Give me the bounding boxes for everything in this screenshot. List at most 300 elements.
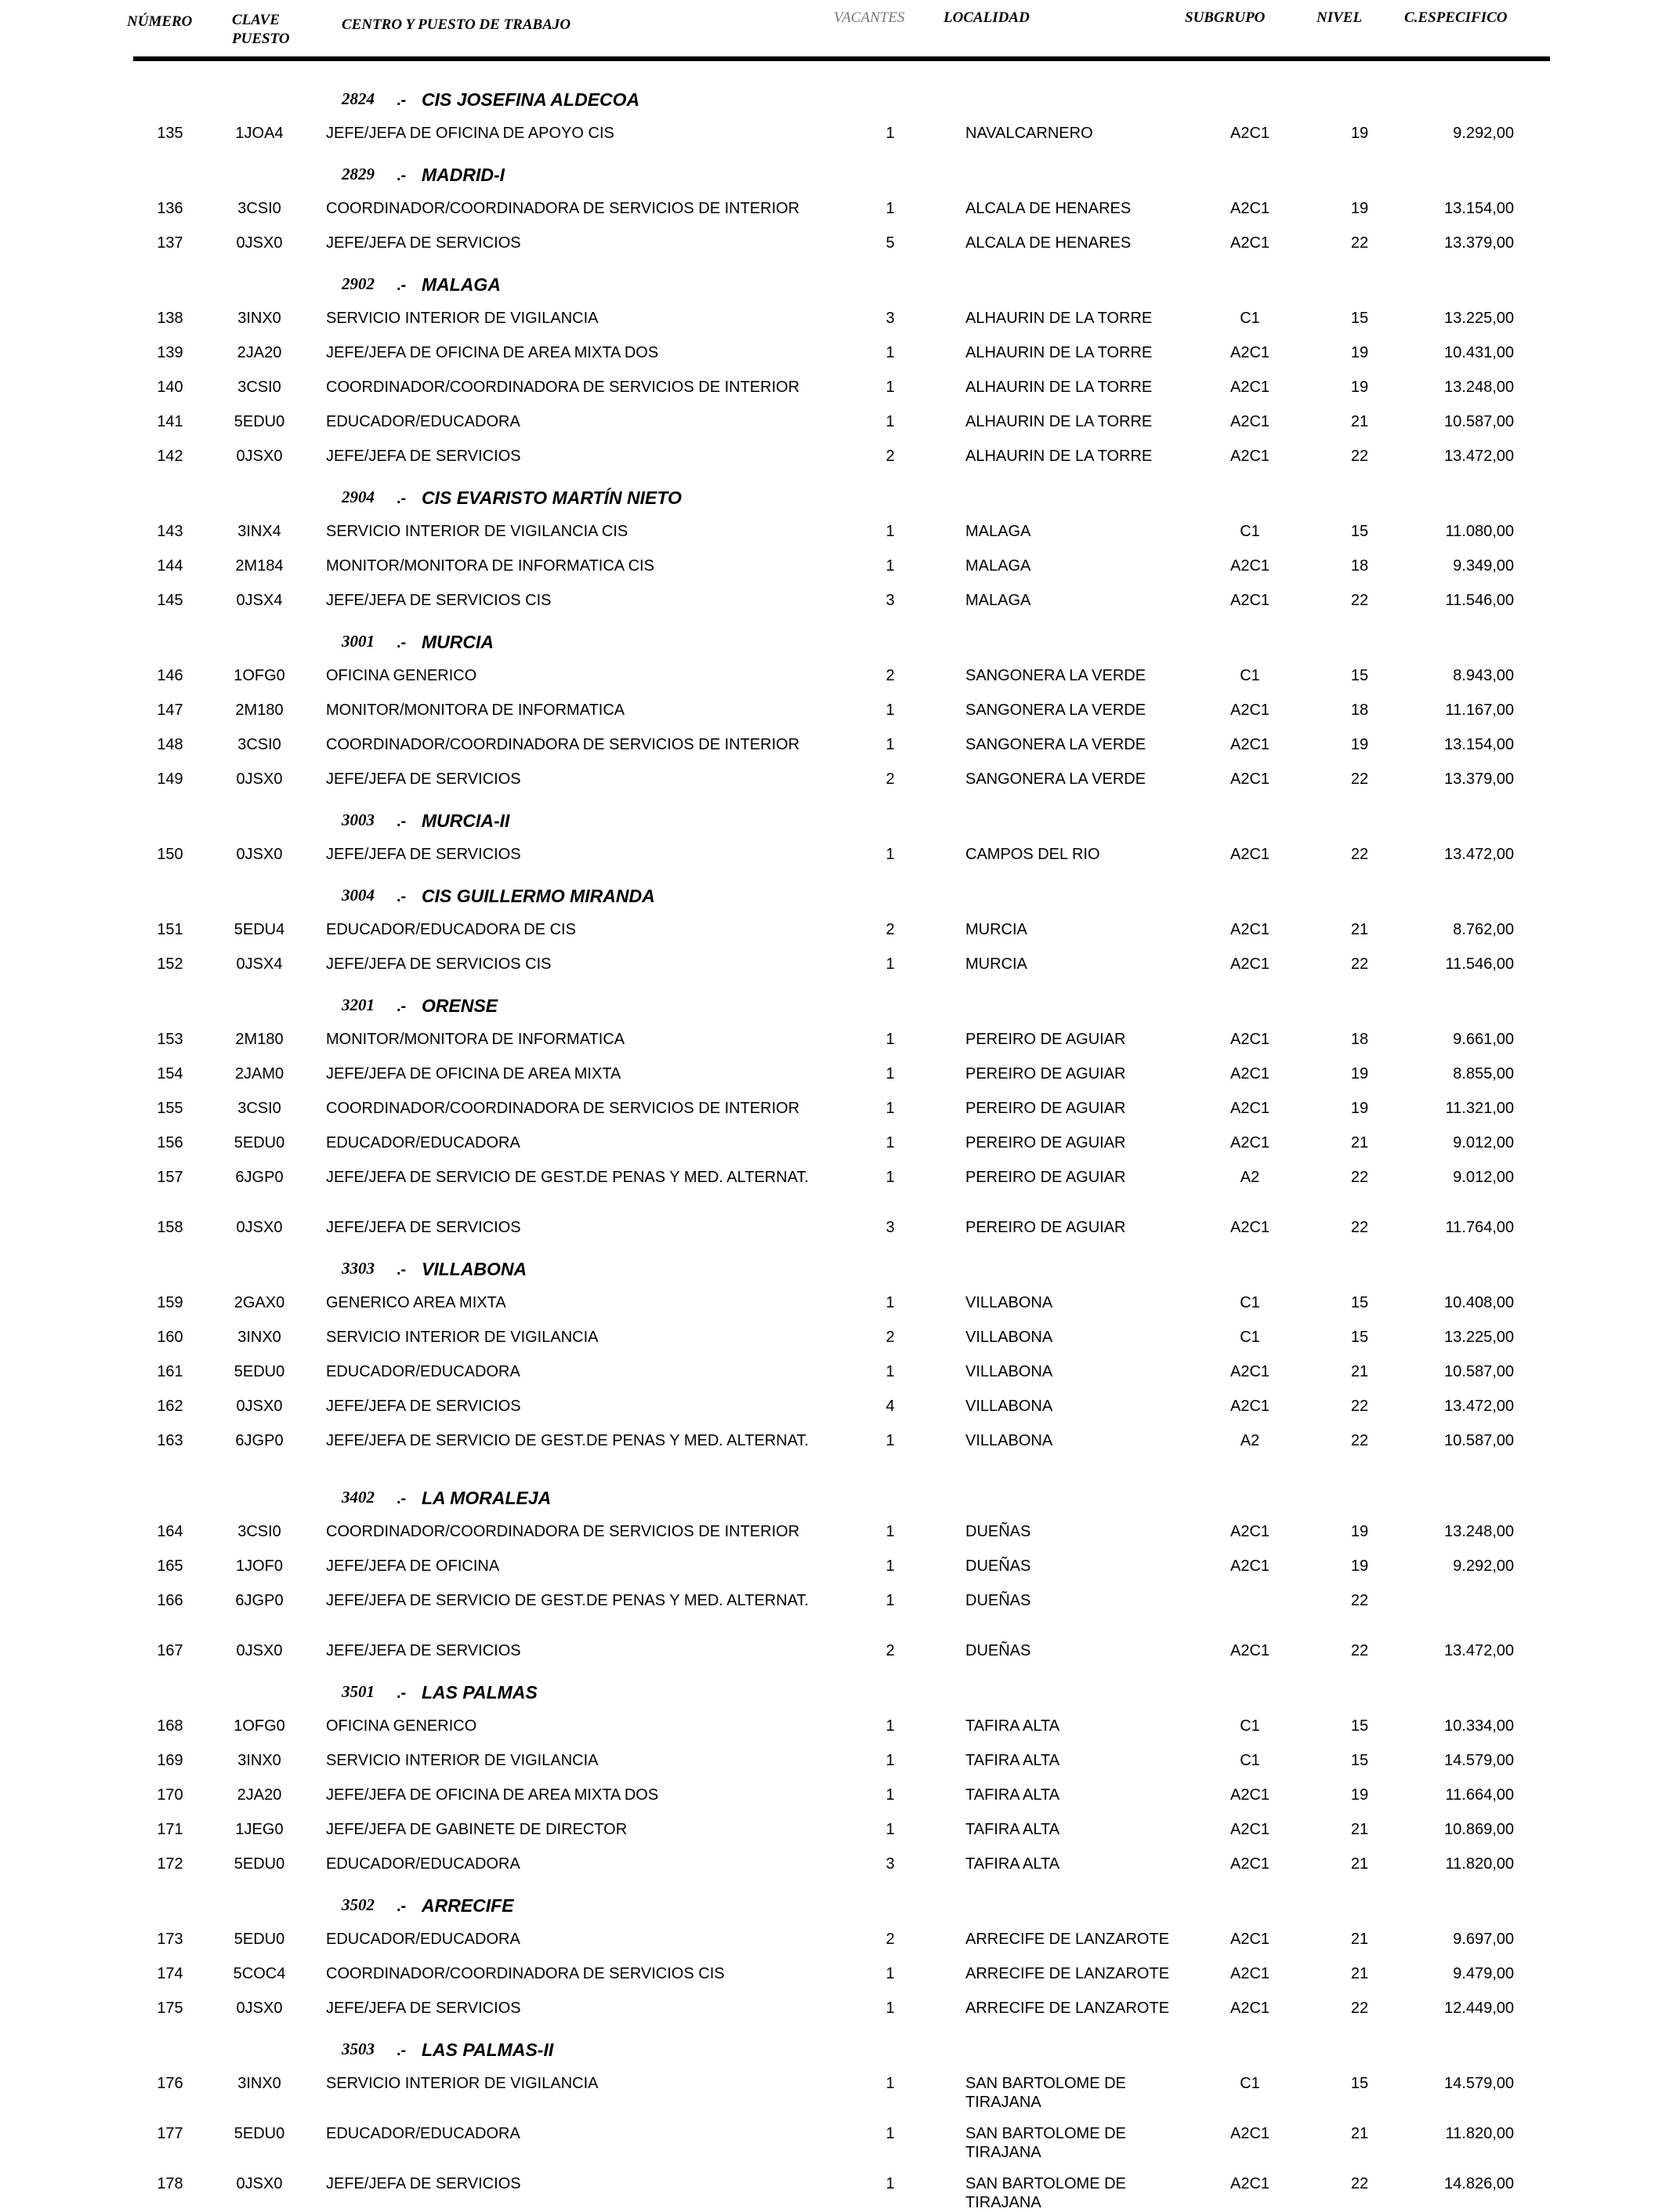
row-vacantes: 1 xyxy=(886,125,895,142)
row-numero: 146 xyxy=(157,667,183,684)
row-puesto: EDUCADOR/EDUCADORA xyxy=(326,1855,520,1873)
row-clave: 0JSX0 xyxy=(236,1398,283,1415)
header-clave-line2: PUESTO xyxy=(232,31,290,47)
row-vacantes: 2 xyxy=(886,1931,895,1948)
row-puesto: JEFE/JEFA DE OFICINA DE AREA MIXTA DOS xyxy=(326,344,659,361)
row-nivel: 22 xyxy=(1350,1642,1369,1659)
row-subgrupo: C1 xyxy=(1240,1717,1260,1735)
row-clave: 3INX4 xyxy=(237,523,281,540)
row-localidad: PEREIRO DE AGUIAR xyxy=(965,1134,1126,1151)
row-clave: 2JA20 xyxy=(237,1786,282,1804)
row-puesto: JEFE/JEFA DE SERVICIOS xyxy=(326,234,521,252)
row-clave: 0JSX0 xyxy=(236,2175,283,2192)
row-vacantes: 1 xyxy=(886,1432,895,1449)
row-c-especifico: 10.334,00 xyxy=(1444,1717,1514,1735)
section-separator: .- xyxy=(397,1898,407,1915)
row-numero: 173 xyxy=(157,1931,183,1948)
row-localidad: PEREIRO DE AGUIAR xyxy=(965,1031,1126,1048)
row-vacantes: 1 xyxy=(886,2000,895,2017)
row-c-especifico: 8.855,00 xyxy=(1453,1065,1514,1082)
row-clave: 5EDU4 xyxy=(234,921,285,938)
row-subgrupo: A2C1 xyxy=(1230,2175,1270,2192)
section-code: 2824 xyxy=(342,89,375,108)
row-nivel: 19 xyxy=(1350,125,1369,142)
header-subgrupo: SUBGRUPO xyxy=(1185,9,1266,26)
row-localidad: TAFIRA ALTA xyxy=(965,1855,1060,1873)
row-nivel: 18 xyxy=(1350,557,1369,575)
row-vacantes: 1 xyxy=(886,1786,895,1804)
row-vacantes: 1 xyxy=(886,2075,895,2092)
row-subgrupo: A2C1 xyxy=(1230,1363,1270,1380)
row-puesto: MONITOR/MONITORA DE INFORMATICA CIS xyxy=(326,557,654,575)
row-puesto: COORDINADOR/COORDINADORA DE SERVICIOS CIS xyxy=(326,1965,725,1982)
header-numero: NÚMERO xyxy=(127,13,193,30)
row-puesto: SERVICIO INTERIOR DE VIGILANCIA xyxy=(326,2075,599,2092)
row-vacantes: 2 xyxy=(886,1329,895,1346)
row-localidad: SAN BARTOLOME DE TIRAJANA xyxy=(965,2075,1126,2111)
row-c-especifico: 13.472,00 xyxy=(1444,448,1514,465)
row-vacantes: 5 xyxy=(886,234,895,252)
row-clave: 2JA20 xyxy=(237,344,282,361)
row-numero: 150 xyxy=(157,846,183,863)
row-nivel: 22 xyxy=(1350,592,1369,609)
section-code: 3003 xyxy=(342,810,375,829)
section-title: LAS PALMAS-II xyxy=(422,2040,554,2060)
section-separator: .- xyxy=(397,1261,407,1278)
row-localidad: DUEÑAS xyxy=(965,1557,1031,1575)
row-localidad: TAFIRA ALTA xyxy=(965,1786,1060,1804)
row-subgrupo: C1 xyxy=(1240,1294,1260,1311)
row-nivel: 22 xyxy=(1350,1592,1369,1609)
section-code: 3201 xyxy=(342,995,375,1014)
row-numero: 175 xyxy=(157,2000,183,2017)
row-c-especifico: 11.664,00 xyxy=(1445,1786,1514,1804)
row-localidad: ALCALA DE HENARES xyxy=(965,200,1132,217)
section-title: ARRECIFE xyxy=(422,1895,514,1916)
row-localidad: ALHAURIN DE LA TORRE xyxy=(965,379,1153,396)
row-c-especifico: 13.154,00 xyxy=(1444,736,1514,753)
row-nivel: 15 xyxy=(1350,667,1369,684)
header-localidad: LOCALIDAD xyxy=(943,9,1030,26)
row-vacantes: 1 xyxy=(886,2175,895,2192)
row-subgrupo: A2C1 xyxy=(1230,448,1270,465)
row-clave: 0JSX4 xyxy=(236,956,283,973)
row-clave: 0JSX0 xyxy=(236,1219,283,1236)
row-clave: 6JGP0 xyxy=(235,1592,284,1609)
row-puesto: JEFE/JEFA DE OFICINA xyxy=(326,1557,500,1575)
row-localidad: ALCALA DE HENARES xyxy=(965,234,1132,252)
row-subgrupo: A2C1 xyxy=(1230,736,1270,753)
row-vacantes: 2 xyxy=(886,771,895,788)
row-clave: 3CSI0 xyxy=(237,379,281,396)
row-nivel: 19 xyxy=(1350,200,1369,217)
row-subgrupo: A2C1 xyxy=(1230,557,1270,575)
row-vacantes: 1 xyxy=(886,1169,895,1186)
row-puesto: EDUCADOR/EDUCADORA xyxy=(326,2125,520,2142)
row-vacantes: 1 xyxy=(886,1965,895,1982)
row-localidad: PEREIRO DE AGUIAR xyxy=(965,1219,1126,1236)
section-code: 3004 xyxy=(342,886,375,905)
row-c-especifico: 9.012,00 xyxy=(1453,1134,1514,1151)
row-localidad: MALAGA xyxy=(965,557,1031,575)
header-centro: CENTRO Y PUESTO DE TRABAJO xyxy=(342,16,571,33)
row-numero: 155 xyxy=(157,1100,183,1117)
section-code: 2904 xyxy=(342,488,375,506)
row-nivel: 18 xyxy=(1350,1031,1369,1048)
row-subgrupo: C1 xyxy=(1240,310,1260,327)
row-vacantes: 1 xyxy=(886,344,895,361)
row-c-especifico: 13.472,00 xyxy=(1444,1398,1514,1415)
row-puesto: COORDINADOR/COORDINADORA DE SERVICIOS DE INTERIOR xyxy=(326,1100,800,1117)
row-subgrupo: A2C1 xyxy=(1230,956,1270,973)
row-numero: 140 xyxy=(157,379,183,396)
row-c-especifico: 11.764,00 xyxy=(1445,1219,1514,1236)
row-c-especifico: 13.472,00 xyxy=(1444,1642,1514,1659)
row-nivel: 15 xyxy=(1350,1717,1369,1735)
row-localidad: PEREIRO DE AGUIAR xyxy=(965,1169,1126,1186)
row-subgrupo: A2C1 xyxy=(1230,1523,1270,1540)
row-puesto: MONITOR/MONITORA DE INFORMATICA xyxy=(326,1031,625,1048)
row-puesto: JEFE/JEFA DE OFICINA DE APOYO CIS xyxy=(326,125,614,142)
row-localidad: VILLABONA xyxy=(965,1363,1053,1380)
row-vacantes: 1 xyxy=(886,200,895,217)
row-vacantes: 3 xyxy=(886,310,895,327)
row-clave: 3CSI0 xyxy=(237,200,281,217)
row-numero: 138 xyxy=(157,310,183,327)
row-numero: 148 xyxy=(157,736,183,753)
row-c-especifico: 10.587,00 xyxy=(1444,1432,1514,1449)
row-vacantes: 1 xyxy=(886,413,895,430)
row-clave: 3CSI0 xyxy=(237,1523,281,1540)
row-nivel: 21 xyxy=(1350,1821,1369,1838)
row-numero: 151 xyxy=(157,921,183,938)
row-localidad: ALHAURIN DE LA TORRE xyxy=(965,413,1153,430)
row-localidad: ARRECIFE DE LANZAROTE xyxy=(965,1965,1170,1982)
section-title: CIS JOSEFINA ALDECOA xyxy=(422,89,640,110)
row-localidad: SAN BARTOLOME DE TIRAJANA xyxy=(965,2125,1126,2161)
row-nivel: 15 xyxy=(1350,1294,1369,1311)
row-numero: 161 xyxy=(157,1363,183,1380)
row-puesto: JEFE/JEFA DE OFICINA DE AREA MIXTA DOS xyxy=(326,1786,659,1804)
section-title: CIS EVARISTO MARTÍN NIETO xyxy=(422,488,682,508)
row-nivel: 21 xyxy=(1350,1363,1369,1380)
row-numero: 176 xyxy=(157,2075,183,2092)
row-c-especifico: 13.379,00 xyxy=(1444,234,1514,252)
row-c-especifico: 14.579,00 xyxy=(1444,1752,1514,1769)
row-localidad: SANGONERA LA VERDE xyxy=(965,667,1146,684)
row-localidad: PEREIRO DE AGUIAR xyxy=(965,1100,1126,1117)
section-title: MURCIA-II xyxy=(422,810,510,831)
row-clave: 2JAM0 xyxy=(234,1065,284,1082)
row-c-especifico: 11.167,00 xyxy=(1445,702,1514,719)
section-code: 3303 xyxy=(342,1259,375,1278)
row-nivel: 22 xyxy=(1350,234,1369,252)
row-localidad: VILLABONA xyxy=(965,1432,1053,1449)
section-separator: .- xyxy=(397,490,407,507)
row-numero: 162 xyxy=(157,1398,183,1415)
row-vacantes: 1 xyxy=(886,2125,895,2142)
row-puesto: SERVICIO INTERIOR DE VIGILANCIA xyxy=(326,310,599,327)
row-subgrupo: A2C1 xyxy=(1230,125,1270,142)
row-clave: 5EDU0 xyxy=(234,1134,285,1151)
row-nivel: 22 xyxy=(1350,1169,1369,1186)
row-subgrupo: C1 xyxy=(1240,1752,1260,1769)
row-clave: 0JSX0 xyxy=(236,2000,283,2017)
row-nivel: 22 xyxy=(1350,448,1369,465)
row-c-especifico: 10.587,00 xyxy=(1444,413,1514,430)
row-vacantes: 1 xyxy=(886,1031,895,1048)
row-c-especifico: 8.762,00 xyxy=(1453,921,1514,938)
row-numero: 178 xyxy=(157,2175,183,2192)
row-clave: 3INX0 xyxy=(237,1752,281,1769)
row-puesto: MONITOR/MONITORA DE INFORMATICA xyxy=(326,702,625,719)
row-numero: 142 xyxy=(157,448,183,465)
row-c-especifico: 9.292,00 xyxy=(1453,125,1514,142)
row-subgrupo: A2C1 xyxy=(1230,702,1270,719)
row-nivel: 21 xyxy=(1350,413,1369,430)
row-vacantes: 2 xyxy=(886,1642,895,1659)
row-puesto: JEFE/JEFA DE SERVICIOS xyxy=(326,2175,521,2192)
row-clave: 3INX0 xyxy=(237,1329,281,1346)
row-localidad: TAFIRA ALTA xyxy=(965,1752,1060,1769)
row-subgrupo: A2 xyxy=(1240,1169,1260,1186)
row-localidad: VILLABONA xyxy=(965,1294,1053,1311)
row-puesto: JEFE/JEFA DE OFICINA DE AREA MIXTA xyxy=(326,1065,621,1082)
row-clave: 6JGP0 xyxy=(235,1432,284,1449)
row-puesto: EDUCADOR/EDUCADORA xyxy=(326,1363,520,1380)
section-separator: .- xyxy=(397,813,407,830)
row-numero: 166 xyxy=(157,1592,183,1609)
header-c-especifico: C.ESPECIFICO xyxy=(1404,9,1508,26)
row-localidad: VILLABONA xyxy=(965,1398,1053,1415)
row-nivel: 21 xyxy=(1350,1965,1369,1982)
row-vacantes: 1 xyxy=(886,1592,895,1609)
row-c-especifico: 9.479,00 xyxy=(1453,1965,1514,1982)
row-subgrupo: A2C1 xyxy=(1230,413,1270,430)
row-numero: 169 xyxy=(157,1752,183,1769)
row-subgrupo: C1 xyxy=(1240,2075,1260,2092)
row-puesto: JEFE/JEFA DE SERVICIOS xyxy=(326,771,521,788)
row-puesto: OFICINA GENERICO xyxy=(326,667,477,684)
row-puesto: SERVICIO INTERIOR DE VIGILANCIA CIS xyxy=(326,523,628,540)
row-c-especifico: 14.826,00 xyxy=(1444,2175,1514,2192)
row-nivel: 19 xyxy=(1350,1523,1369,1540)
row-nivel: 19 xyxy=(1350,1100,1369,1117)
row-clave: 5EDU0 xyxy=(234,1363,285,1380)
row-nivel: 22 xyxy=(1350,846,1369,863)
row-c-especifico: 9.012,00 xyxy=(1453,1169,1514,1186)
row-subgrupo: A2C1 xyxy=(1230,1031,1270,1048)
row-subgrupo: A2 xyxy=(1240,1432,1260,1449)
row-vacantes: 1 xyxy=(886,1717,895,1735)
row-numero: 157 xyxy=(157,1169,183,1186)
row-puesto: JEFE/JEFA DE SERVICIOS xyxy=(326,2000,521,2017)
row-puesto: JEFE/JEFA DE SERVICIOS xyxy=(326,1642,521,1659)
row-vacantes: 1 xyxy=(886,702,895,719)
section-separator: .- xyxy=(397,92,407,109)
row-nivel: 21 xyxy=(1350,1855,1369,1873)
row-puesto: JEFE/JEFA DE SERVICIO DE GEST.DE PENAS Y MED. ALTERNAT. xyxy=(326,1432,809,1449)
section-title: MURCIA xyxy=(422,632,494,652)
row-numero: 164 xyxy=(157,1523,183,1540)
section-code: 3503 xyxy=(342,2040,375,2058)
row-subgrupo: A2C1 xyxy=(1230,1134,1270,1151)
row-localidad: MURCIA xyxy=(965,956,1027,973)
row-clave: 5EDU0 xyxy=(234,1855,285,1873)
row-localidad: SANGONERA LA VERDE xyxy=(965,771,1146,788)
section-title: MADRID-I xyxy=(422,165,505,185)
row-clave: 0JSX0 xyxy=(236,1642,283,1659)
row-c-especifico: 10.587,00 xyxy=(1444,1363,1514,1380)
row-vacantes: 1 xyxy=(886,1752,895,1769)
row-vacantes: 1 xyxy=(886,1821,895,1838)
section-code: 2902 xyxy=(342,274,375,293)
row-c-especifico: 10.869,00 xyxy=(1444,1821,1514,1838)
row-numero: 171 xyxy=(157,1821,183,1838)
row-numero: 165 xyxy=(157,1557,183,1575)
section-code: 3402 xyxy=(342,1488,375,1507)
row-clave: 5COC4 xyxy=(233,1965,286,1982)
row-nivel: 21 xyxy=(1350,1931,1369,1948)
row-subgrupo: A2C1 xyxy=(1230,1100,1270,1117)
row-clave: 5EDU0 xyxy=(234,413,285,430)
row-localidad: NAVALCARNERO xyxy=(965,125,1093,142)
row-vacantes: 2 xyxy=(886,667,895,684)
row-vacantes: 2 xyxy=(886,448,895,465)
row-nivel: 22 xyxy=(1350,2175,1369,2192)
row-vacantes: 1 xyxy=(886,523,895,540)
row-vacantes: 1 xyxy=(886,1065,895,1082)
row-numero: 145 xyxy=(157,592,183,609)
row-nivel: 21 xyxy=(1350,1134,1369,1151)
section-title: MALAGA xyxy=(422,274,501,295)
row-clave: 1JOA4 xyxy=(235,125,284,142)
row-puesto: JEFE/JEFA DE SERVICIO DE GEST.DE PENAS Y MED. ALTERNAT. xyxy=(326,1592,809,1609)
section-title: CIS GUILLERMO MIRANDA xyxy=(422,886,655,906)
row-vacantes: 1 xyxy=(886,846,895,863)
row-c-especifico: 13.225,00 xyxy=(1444,1329,1514,1346)
row-localidad: ARRECIFE DE LANZAROTE xyxy=(965,2000,1170,2017)
row-c-especifico: 11.820,00 xyxy=(1445,1855,1514,1873)
section-title: LAS PALMAS xyxy=(422,1682,538,1703)
row-numero: 136 xyxy=(157,200,183,217)
row-vacantes: 3 xyxy=(886,1219,895,1236)
row-subgrupo: A2C1 xyxy=(1230,1965,1270,1982)
row-vacantes: 1 xyxy=(886,1523,895,1540)
row-subgrupo: A2C1 xyxy=(1230,1786,1270,1804)
row-puesto: JEFE/JEFA DE SERVICIOS xyxy=(326,1398,521,1415)
row-subgrupo: A2C1 xyxy=(1230,921,1270,938)
row-puesto: EDUCADOR/EDUCADORA xyxy=(326,1931,520,1948)
row-c-especifico: 13.472,00 xyxy=(1444,846,1514,863)
row-c-especifico: 11.321,00 xyxy=(1445,1100,1514,1117)
row-subgrupo: A2C1 xyxy=(1230,771,1270,788)
row-subgrupo: A2C1 xyxy=(1230,344,1270,361)
row-localidad: SAN BARTOLOME DE TIRAJANA xyxy=(965,2175,1126,2211)
row-vacantes: 1 xyxy=(886,736,895,753)
row-numero: 172 xyxy=(157,1855,183,1873)
row-clave: 2M180 xyxy=(235,1031,284,1048)
row-localidad: ALHAURIN DE LA TORRE xyxy=(965,310,1153,327)
section-title: ORENSE xyxy=(422,995,498,1016)
row-vacantes: 1 xyxy=(886,1363,895,1380)
row-puesto: COORDINADOR/COORDINADORA DE SERVICIOS DE INTERIOR xyxy=(326,379,800,396)
row-subgrupo: A2C1 xyxy=(1230,2125,1270,2142)
row-clave: 1OFG0 xyxy=(234,1717,285,1735)
row-puesto: GENERICO AREA MIXTA xyxy=(326,1294,506,1311)
section-separator: .- xyxy=(397,2042,407,2059)
row-vacantes: 1 xyxy=(886,1557,895,1575)
row-numero: 154 xyxy=(157,1065,183,1082)
header-clave-line1: CLAVE xyxy=(232,12,280,28)
row-nivel: 19 xyxy=(1350,736,1369,753)
row-subgrupo: A2C1 xyxy=(1230,1821,1270,1838)
row-clave: 0JSX4 xyxy=(236,592,283,609)
section-code: 3502 xyxy=(342,1895,375,1914)
row-nivel: 15 xyxy=(1350,1752,1369,1769)
row-c-especifico: 10.408,00 xyxy=(1444,1294,1514,1311)
row-nivel: 19 xyxy=(1350,344,1369,361)
row-numero: 153 xyxy=(157,1031,183,1048)
row-c-especifico: 11.080,00 xyxy=(1445,523,1514,540)
row-puesto: COORDINADOR/COORDINADORA DE SERVICIOS DE INTERIOR xyxy=(326,736,800,753)
row-clave: 2GAX0 xyxy=(234,1294,285,1311)
row-nivel: 22 xyxy=(1350,2000,1369,2017)
row-vacantes: 1 xyxy=(886,1134,895,1151)
row-c-especifico: 14.579,00 xyxy=(1444,2075,1514,2092)
row-c-especifico: 8.943,00 xyxy=(1453,667,1514,684)
row-localidad: ALHAURIN DE LA TORRE xyxy=(965,448,1153,465)
row-vacantes: 1 xyxy=(886,1294,895,1311)
row-numero: 168 xyxy=(157,1717,183,1735)
header-vacantes: VACANTES xyxy=(834,9,905,26)
header-nivel: NIVEL xyxy=(1317,9,1363,26)
row-numero: 156 xyxy=(157,1134,183,1151)
row-localidad: TAFIRA ALTA xyxy=(965,1821,1060,1838)
row-c-especifico: 11.546,00 xyxy=(1445,956,1514,973)
row-numero: 143 xyxy=(157,523,183,540)
row-numero: 158 xyxy=(157,1219,183,1236)
row-vacantes: 2 xyxy=(886,921,895,938)
row-vacantes: 4 xyxy=(886,1398,895,1415)
row-clave: 0JSX0 xyxy=(236,846,283,863)
row-c-especifico: 13.248,00 xyxy=(1444,379,1514,396)
row-localidad: VILLABONA xyxy=(965,1329,1053,1346)
row-nivel: 22 xyxy=(1350,1219,1369,1236)
row-subgrupo: A2C1 xyxy=(1230,1855,1270,1873)
row-puesto: SERVICIO INTERIOR DE VIGILANCIA xyxy=(326,1329,599,1346)
row-clave: 2M184 xyxy=(235,557,284,575)
row-localidad: MURCIA xyxy=(965,921,1027,938)
row-clave: 5EDU0 xyxy=(234,2125,285,2142)
section-separator: .- xyxy=(397,1490,407,1507)
section-code: 2829 xyxy=(342,165,375,183)
row-puesto: JEFE/JEFA DE SERVICIOS xyxy=(326,1219,521,1236)
section-separator: .- xyxy=(397,634,407,651)
row-nivel: 19 xyxy=(1350,1786,1369,1804)
row-numero: 137 xyxy=(157,234,183,252)
row-clave: 3INX0 xyxy=(237,2075,281,2092)
row-subgrupo: A2C1 xyxy=(1230,1931,1270,1948)
row-localidad: DUEÑAS xyxy=(965,1523,1031,1540)
row-puesto: SERVICIO INTERIOR DE VIGILANCIA xyxy=(326,1752,599,1769)
row-subgrupo: A2C1 xyxy=(1230,1219,1270,1236)
row-localidad: DUEÑAS xyxy=(965,1592,1031,1609)
row-c-especifico: 13.225,00 xyxy=(1444,310,1514,327)
row-vacantes: 1 xyxy=(886,1100,895,1117)
row-numero: 159 xyxy=(157,1294,183,1311)
row-numero: 147 xyxy=(157,702,183,719)
